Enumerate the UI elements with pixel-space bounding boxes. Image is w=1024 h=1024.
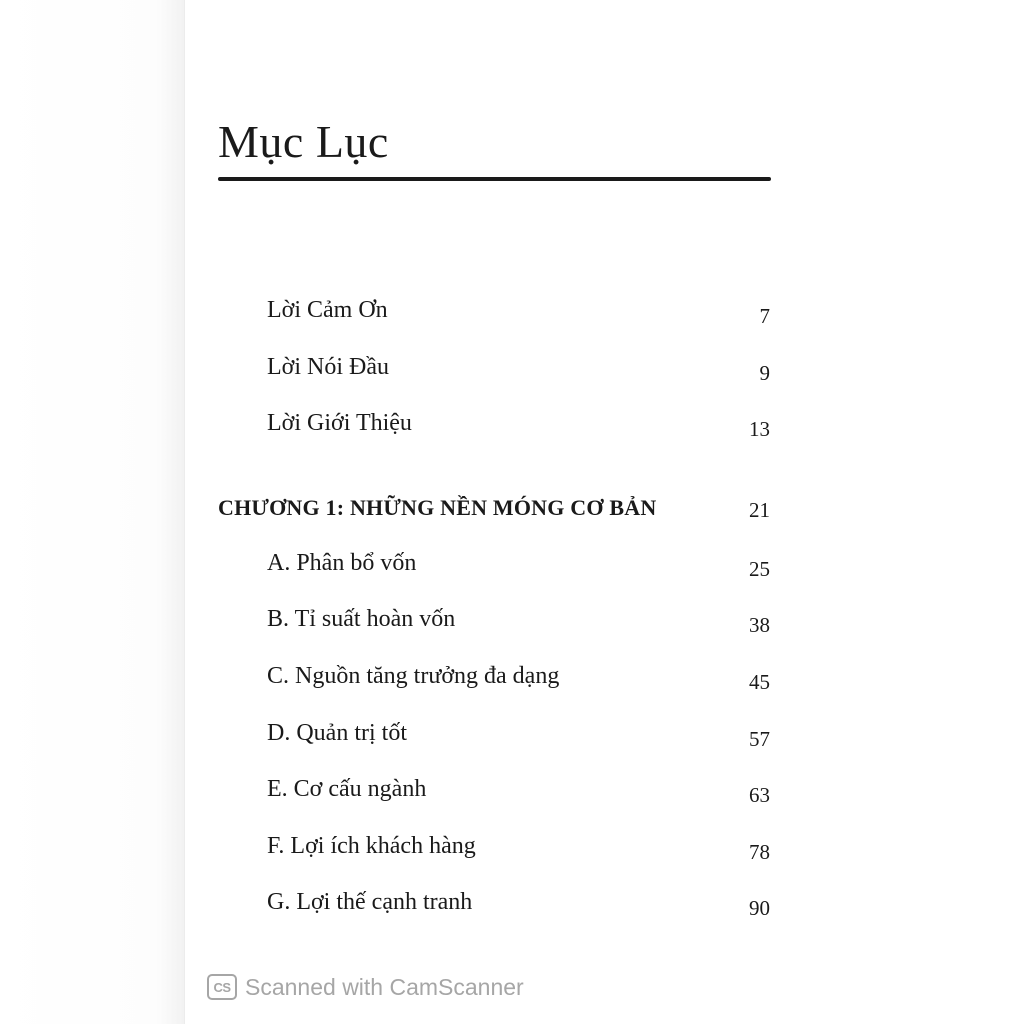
toc-entry-page: 38	[749, 613, 770, 637]
toc-entry-c	[0, 656, 1024, 696]
title-underline	[218, 177, 771, 181]
toc-entry-label: F. Lợi ích khách hàng	[267, 833, 476, 859]
page-title: Mục Lục	[218, 116, 389, 167]
toc-entry-page: 90	[749, 896, 770, 920]
toc-entry-label: A. Phân bổ vốn	[267, 550, 417, 576]
toc-chapter-page: 21	[749, 498, 770, 522]
toc-entry-label: Lời Cảm Ơn	[267, 297, 388, 323]
toc-entry-foreword	[0, 347, 1024, 387]
toc-entry-d	[0, 713, 1024, 753]
toc-entry-b	[0, 599, 1024, 639]
toc-entry-label: E. Cơ cấu ngành	[267, 776, 427, 802]
camscanner-logo-icon: CS	[207, 974, 237, 1000]
scanner-watermark	[207, 971, 524, 1003]
toc-entry-f	[0, 826, 1024, 866]
toc-entry-acknowledgements	[0, 290, 1024, 330]
toc-entry-label: G. Lợi thế cạnh tranh	[267, 889, 473, 915]
toc-entry-page: 63	[749, 783, 770, 807]
toc-entry-label: Lời Nói Đầu	[267, 354, 390, 380]
toc-entry-label: D. Quản trị tốt	[267, 720, 407, 746]
toc-entry-page: 13	[749, 417, 770, 441]
toc-chapter-label: CHƯƠNG 1: NHỮNG NỀN MÓNG CƠ BẢN	[218, 495, 657, 520]
toc-entry-page: 25	[749, 557, 770, 581]
toc-entry-page: 57	[749, 727, 770, 751]
watermark-text: Scanned with CamScanner	[245, 973, 524, 1000]
toc-entry-label: Lời Giới Thiệu	[267, 410, 412, 436]
toc-entry-a	[0, 543, 1024, 583]
toc-entry-page: 45	[749, 670, 770, 694]
toc-entry-page: 78	[749, 840, 770, 864]
toc-entry-e	[0, 769, 1024, 809]
toc-entry-page: 9	[759, 361, 770, 385]
toc-entry-g	[0, 882, 1024, 922]
toc-chapter-1	[0, 488, 1024, 528]
toc-entry-page: 7	[759, 304, 770, 328]
toc-entry-label: B. Tỉ suất hoàn vốn	[267, 606, 456, 632]
toc-entry-label: C. Nguồn tăng trưởng đa dạng	[267, 663, 560, 689]
toc-entry-introduction	[0, 403, 1024, 443]
